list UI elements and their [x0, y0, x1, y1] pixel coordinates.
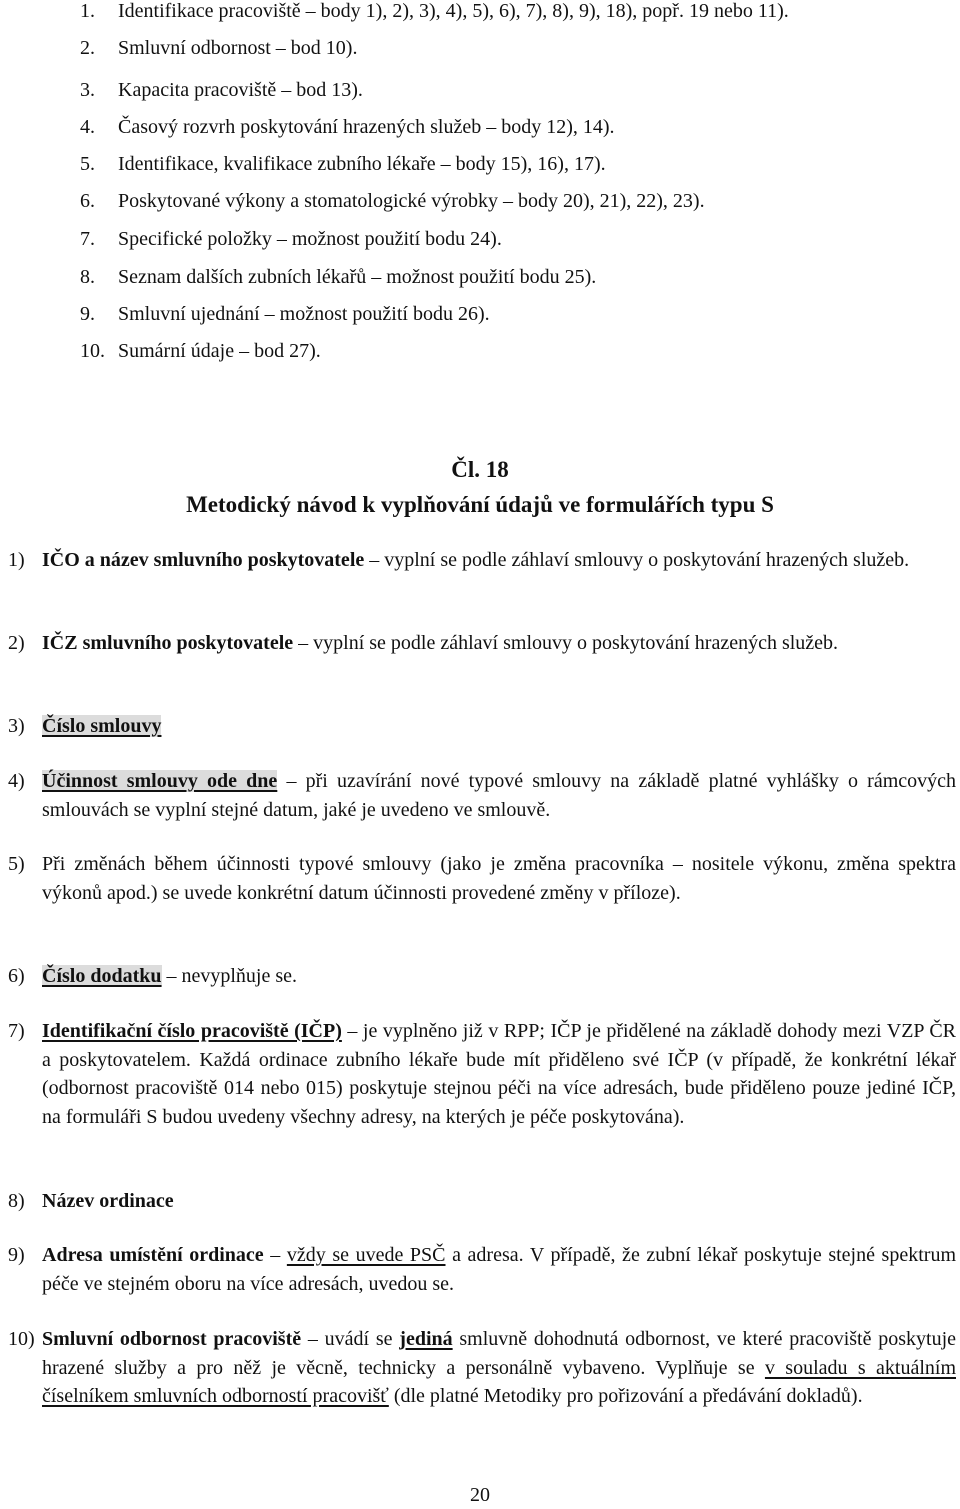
page-number: 20 — [470, 1484, 490, 1506]
item-7: 7) Identifikační číslo pracoviště (IČP) – je vyplněno již v RPP; IČP je přidělené na základě dohody mezi VZP ČR a poskytovatelem. Každá ordinace zubního lékaře bude mít přiděleno své IČP (v případě, že konkrétní lékař (odbornost pracoviště 014 nebo 015) poskytuje stejnou péči na více adresách, bude přiděleno pouze jediné IČP, na formuláři S budou uvedeny všechny adresy, na kterých je péče poskytována). — [8, 1020, 957, 1128]
list-item: 1. Identifikace pracoviště – body 1), 2), 3), 4), 5), 6), 7), 8), 9), 18), popř. 19 nebo 11). — [80, 0, 789, 22]
item-label: IČO a název smluvního poskytovatele — [42, 549, 365, 571]
item-8: 8) Název ordinace — [8, 1190, 174, 1212]
item-label: Číslo smlouvy — [42, 715, 162, 737]
list-item: 8. Seznam dalších zubních lékařů – možnost použití bodu 25). — [80, 266, 597, 288]
list-item: 3. Kapacita pracoviště – bod 13). — [80, 79, 363, 101]
list-item: 9. Smluvní ujednání – možnost použití bodu 26). — [80, 303, 490, 325]
item-1: 1) IČO a název smluvního poskytovatele – vyplní se podle záhlaví smlouvy o poskytování hrazených služeb. — [8, 549, 910, 571]
item-3: 3) Číslo smlouvy — [8, 715, 162, 737]
item-9: 9) Adresa umístění ordinace – vždy se uvede PSČ a adresa. V případě, že zubní lékař poskytuje stejné spektrum péče ve stejném oboru na více adresách, uvedou se. — [8, 1244, 956, 1295]
item-10: 10) Smluvní odbornost pracoviště – uvádí se jediná smluvně dohodnutá odbornost, ve které pracoviště poskytuje hrazené služby a pro něž je věcně, technicky a personálně vybaveno. Vyplňuje se v souladu s aktuálním číselníkem smluvních odborností pracovišť (dle platné Metodiky pro pořizování a předávání dokladů). — [8, 1328, 956, 1407]
list-item: 7. Specifické položky – možnost použití bodu 24). — [80, 228, 502, 250]
item-2: 2) IČZ smluvního poskytovatele – vyplní se podle záhlaví smlouvy o poskytování hrazených služeb. — [8, 632, 839, 654]
item-label: IČZ smluvního poskytovatele — [42, 632, 294, 654]
item-4: 4) Účinnost smlouvy ode dne – při uzavírání nové typové smlouvy na základě platné vyhlášky o rámcových smlouvách se vyplní stejné datum, jaké je uvedeno ve smlouvě. — [8, 770, 957, 821]
list-item: 10. Sumární údaje – bod 27). — [80, 340, 321, 362]
item-label: Název ordinace — [42, 1190, 174, 1212]
item-6: 6) Číslo dodatku – nevyplňuje se. — [8, 965, 298, 987]
item-label: Číslo dodatku — [42, 965, 162, 987]
list-item: 6. Poskytované výkony a stomatologické výrobky – body 20), 21), 22), 23). — [80, 190, 705, 212]
item-label: Identifikační číslo pracoviště (IČP) — [42, 1020, 342, 1042]
item-label: Účinnost smlouvy ode dne — [42, 770, 278, 792]
section-list — [80, 0, 956, 366]
item-5: 5) Při změnách během účinnosti typové smlouvy (jako je změna pracovníka – nositele výkonu, změna spektra výkonů apod.) se uvede konkrétní datum účinnosti provedené změny v příloze). — [8, 853, 956, 904]
article-title: Metodický návod k vyplňování údajů ve formulářích typu S — [186, 492, 774, 517]
item-label: Smluvní odbornost pracoviště — [42, 1328, 302, 1350]
article-number: Čl. 18 — [451, 457, 509, 482]
list-item: 5. Identifikace, kvalifikace zubního lékaře – body 15), 16), 17). — [80, 153, 606, 175]
list-item: 2. Smluvní odbornost – bod 10). — [80, 37, 358, 59]
list-item: 4. Časový rozvrh poskytování hrazených služeb – body 12), 14). — [80, 116, 615, 138]
item-label: Adresa umístění ordinace — [42, 1244, 264, 1266]
